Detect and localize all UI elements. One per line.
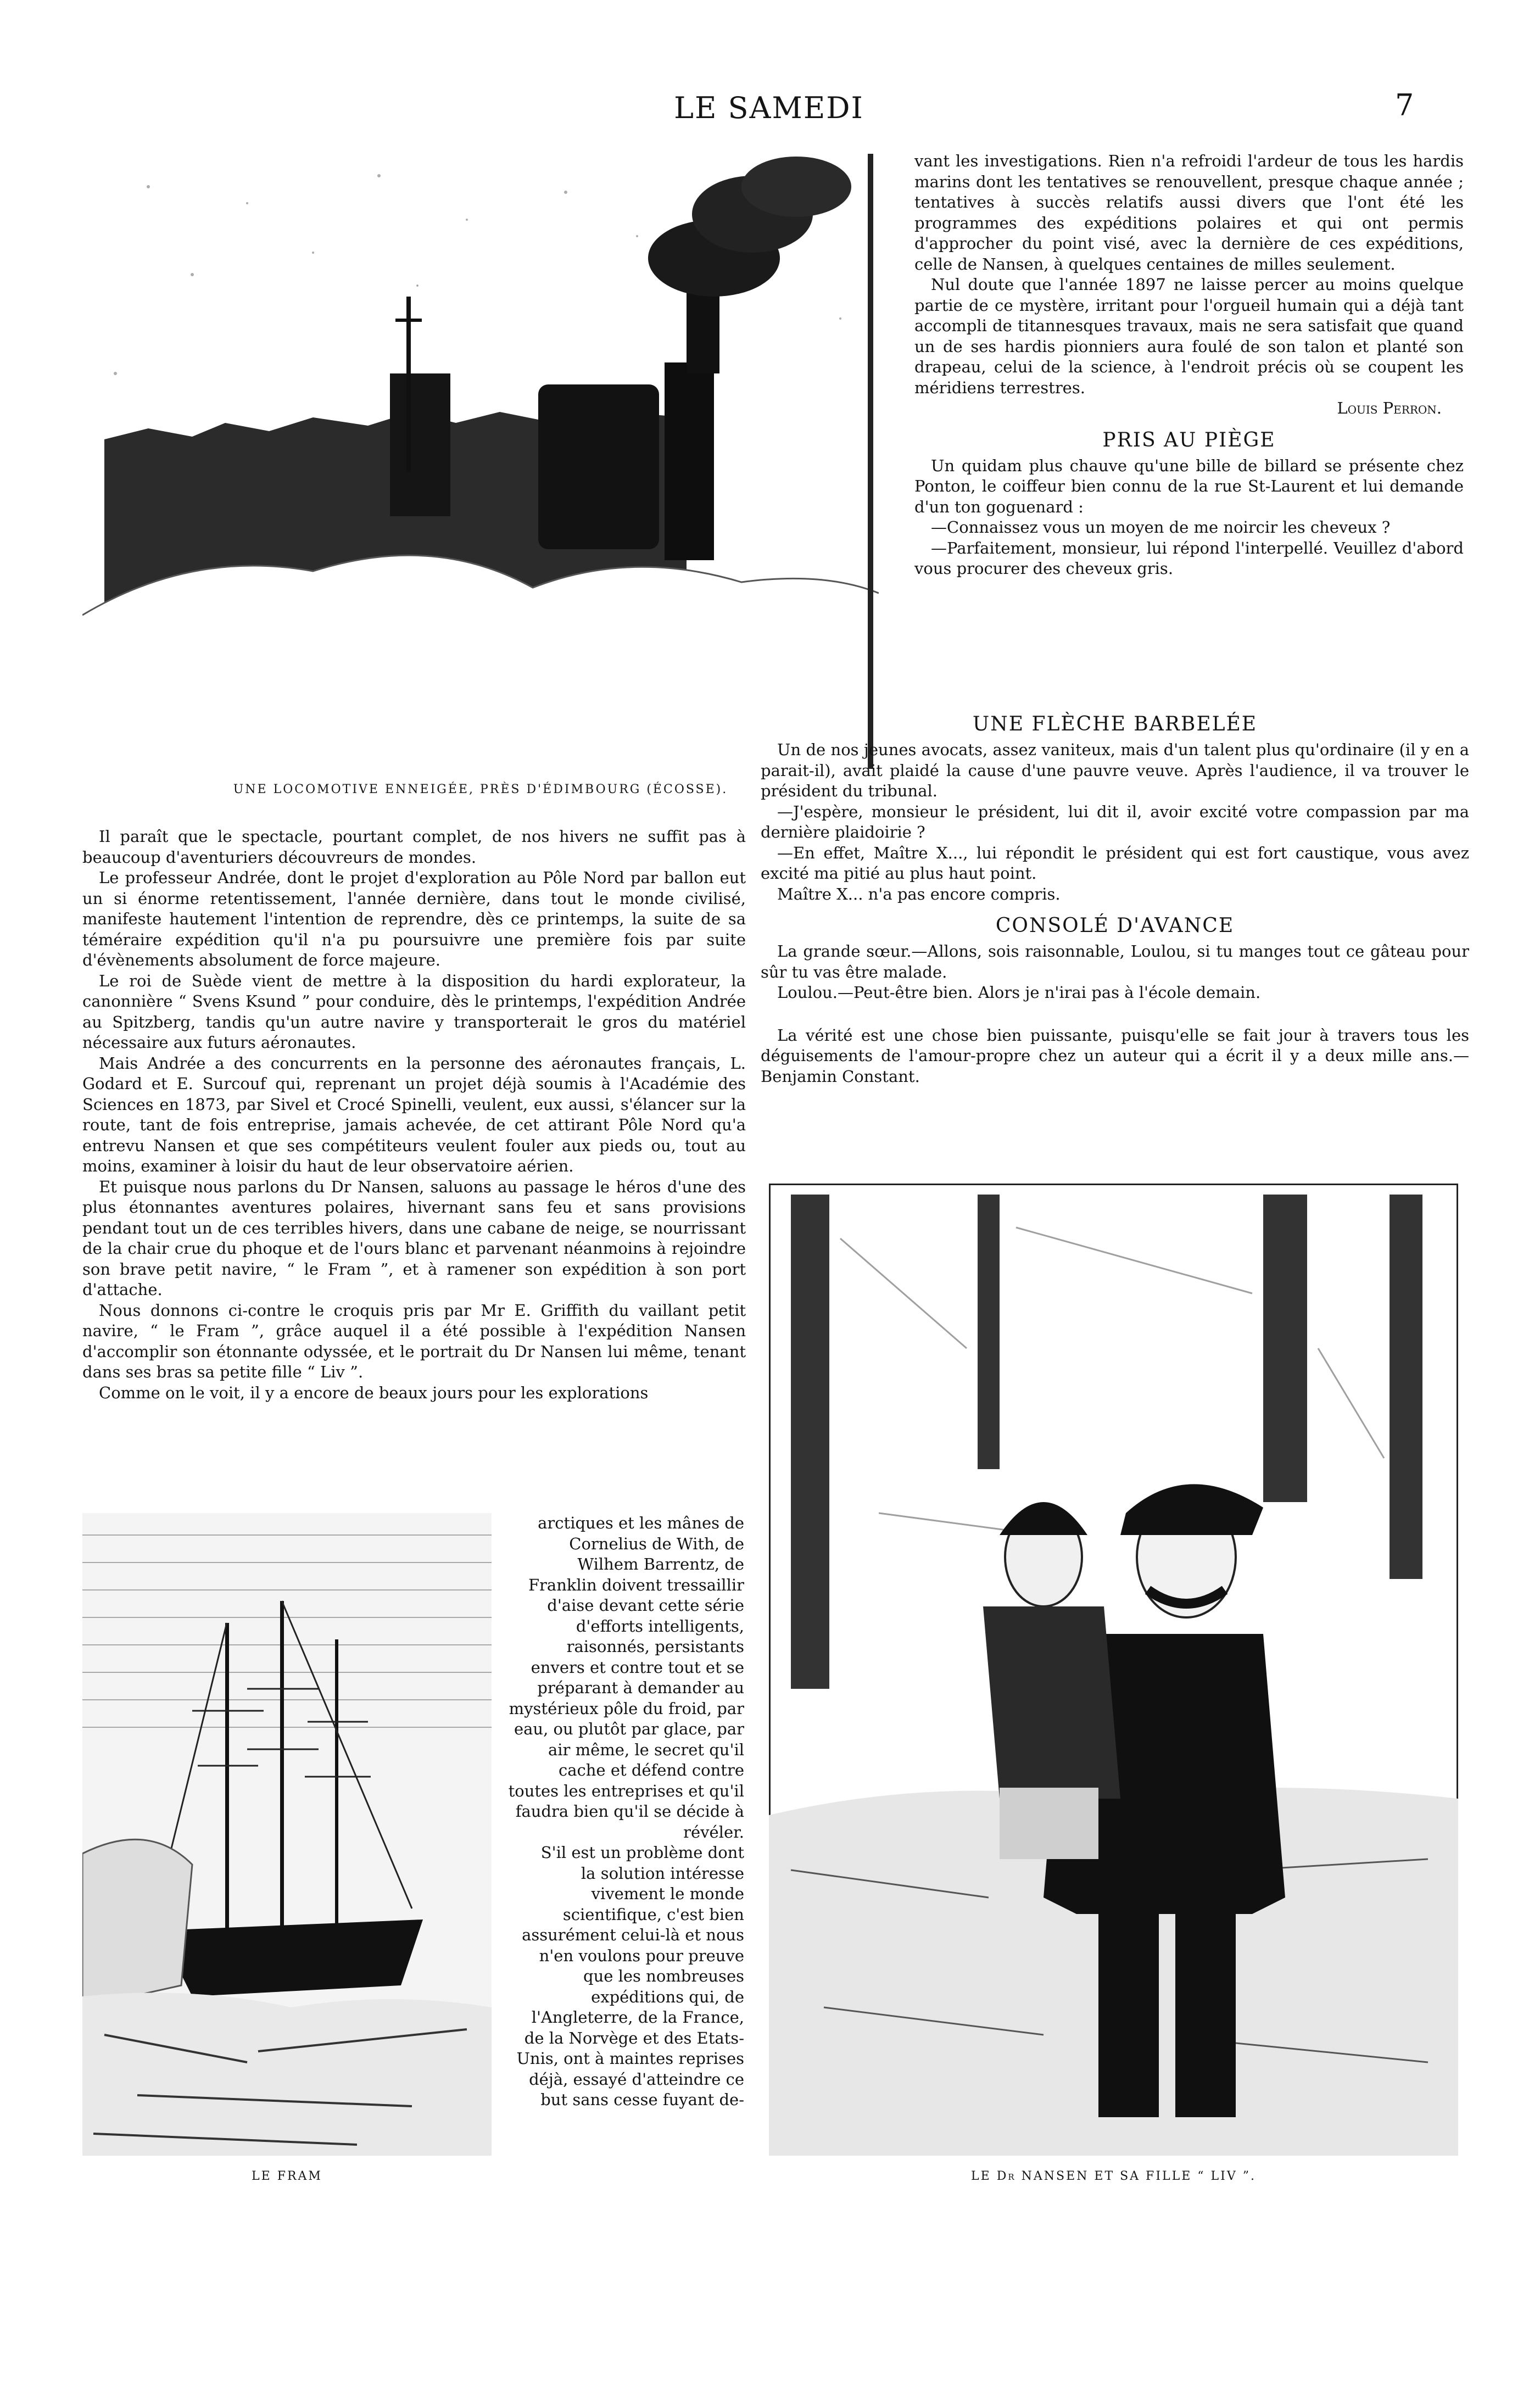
- section-title-pris-au-piege: PRIS AU PIÈGE: [1102, 428, 1276, 451]
- narrow-paragraph: arctiques et les mânes de Cornelius de With, de Wilhem Barrentz, de Franklin doivent tressaillir d'aise devant cette série d'efforts intelligents, raisonnés, persistants envers et contre tout et se préparant à demander au mystérieux pôle du froid, par eau, ou plutôt par glace, par air même, le secret qu'il cache et défend contre toutes les entreprises et qu'il faudra bien qu'il se décide à révéler.: [508, 1514, 744, 1841]
- anecdote-paragraph: Un quidam plus chauve qu'une bille de billard se présente chez Ponton, le coiffeur bien connu de la rue St-Laurent et lui demande d'un ton goguenard :: [914, 456, 1464, 516]
- locomotive-caption: UNE LOCOMOTIVE ENNEIGÉE, PRÈS D'ÉDIMBOURG (ÉCOSSE).: [233, 783, 728, 796]
- anecdote-paragraph: —J'espère, monsieur le président, lui dit il, avoir excité votre compassion par ma dernière plaidoirie ?: [761, 802, 1469, 841]
- fram-illustration: [82, 1513, 492, 2156]
- fram-caption: LE FRAM: [252, 2169, 322, 2183]
- anecdote-paragraph: Un de nos jeunes avocats, assez vaniteux, mais d'un talent plus qu'ordinaire (il y en a parait-il), avait plaidé la cause d'une pauvre veuve. Après l'audience, il va trouver le président du tribunal.: [761, 740, 1469, 800]
- left-paragraph: Nous donnons ci-contre le croquis pris par Mr E. Griffith du vaillant petit navire, “ le Fram ”, grâce auquel il a été possible à l'expédition Nansen d'accomplir son étonnante odyssée, et le portrait du Dr Nansen lui même, tenant dans ses bras sa petite fille “ Liv ”.: [82, 1301, 746, 1381]
- right-column-lower: [761, 703, 1469, 1087]
- section-title-console-davance: CONSOLÉ D'AVANCE: [995, 914, 1235, 937]
- article-signature: Louis Perron.: [1337, 399, 1442, 417]
- nansen-caption: LE Dr NANSEN ET SA FILLE “ LIV ”.: [971, 2169, 1256, 2183]
- left-paragraph: Et puisque nous parlons du Dr Nansen, saluons au passage le héros d'une des plus étonnantes aventures polaires, hivernant sans feu et sans provisions pendant tout un de ces terribles hivers, dans une cabane de neige, se nourrissant de la chair crue du phoque et de l'ours blanc et parvenant néanmoins à rejoindre son brave petit navire, “ le Fram ”, et à ramener son expédition à son port d'attache.: [82, 1177, 746, 1299]
- nansen-portrait-illustration: [769, 1184, 1458, 2156]
- anecdote-paragraph: La grande sœur.—Allons, sois raisonnable, Loulou, si tu manges tout ce gâteau pour sûr tu vas être malade.: [761, 942, 1469, 981]
- anecdote-paragraph: Loulou.—Peut-être bien. Alors je n'irai pas à l'école demain.: [777, 983, 1261, 1002]
- narrow-column: [508, 1513, 744, 2111]
- left-paragraph: Comme on le voit, il y a encore de beaux jours pour les explorations: [99, 1383, 649, 1402]
- left-paragraph: Le professeur Andrée, dont le projet d'exploration au Pôle Nord par ballon eut un si énorme retentissement, l'année dernière, dans tout le monde civilisé, manifeste hautement l'intention de reprendre, dès ce printemps, la suite de sa téméraire expédition qu'il n'a pu poursuivre une première fois par suite d'évènements absolument de force majeure.: [82, 868, 746, 969]
- anecdote-paragraph: Maître X... n'a pas encore compris.: [777, 884, 1061, 903]
- left-paragraph: Il paraît que le spectacle, pourtant complet, de nos hivers ne suffit pas à beaucoup d'aventuriers découvreurs de mondes.: [82, 827, 746, 867]
- page-header-title: LE SAMEDI: [674, 91, 864, 125]
- anecdote-paragraph: —Connaissez vous un moyen de me noircir les cheveux ?: [931, 518, 1391, 537]
- quote-paragraph: La vérité est une chose bien puissante, puisqu'elle se fait jour à travers tous les déguisements de l'amour-propre chez un auteur qui a écrit il y a deux mille ans.—Benjamin Constant.: [761, 1025, 1469, 1086]
- page-number: 7: [1395, 88, 1414, 122]
- left-paragraph: Le roi de Suède vient de mettre à la disposition du hardi explorateur, la canonnière “ Svens Ksund ” pour conduire, dès le printemps, l'expédition Andrée au Spitzberg, tandis qu'un autre navire y transporterait le gros du matériel nécessaire aux futurs aéronautes.: [82, 971, 746, 1052]
- anecdote-paragraph: —Parfaitement, monsieur, lui répond l'interpellé. Veuillez d'abord vous procurer des cheveux gris.: [914, 538, 1464, 578]
- left-paragraph: Mais Andrée a des concurrents en la personne des aéronautes français, L. Godard et E. Surcouf qui, reprenant un projet déjà soumis à l'Académie des Sciences en 1873, par Sivel et Crocé Spinelli, veulent, eux aussi, s'élancer sur la route, tant de fois entreprise, jamais achevée, de cet attirant Pôle Nord qu'a entrevu Nansen et que ses compétiteurs veulent fouler aux pieds ou, tout au moins, examiner à loisir du haut de leur observatoire aérien.: [82, 1053, 746, 1175]
- locomotive-illustration: [82, 154, 879, 769]
- right-column: [914, 151, 1464, 579]
- right-paragraph: Nul doute que l'année 1897 ne laisse percer au moins quelque partie de ce mystère, irritant pour l'orgueil humain qui a déjà tant accompli de titannesques travaux, mais ne sera satisfait que quand un de ses hardis pionniers aura foulé de son talon et planté son drapeau, celui de la science, à l'endroit précis où se coupent les méridiens terrestres.: [914, 275, 1464, 397]
- section-title-fleche-barbelee: UNE FLÈCHE BARBELÉE: [972, 713, 1258, 735]
- narrow-paragraph: S'il est un problème dont la solution intéresse vivement le monde scientifique, c'est bien assurément celui-là et nous n'en voulons pour preuve que les nombreuses expéditions qui, de l'Angleterre, de la France, de la Norvège et des Etats-Unis, ont à maintes reprises déjà, essayé d'atteindre ce but sans cesse fuyant de-: [516, 1843, 744, 2109]
- anecdote-paragraph: —En effet, Maître X..., lui répondit le président qui est fort caustique, vous avez excité ma pitié au plus haut point.: [761, 843, 1469, 883]
- left-article: [82, 827, 746, 1403]
- right-continuation: vant les investigations. Rien n'a refroidi l'ardeur de tous les hardis marins dont les tentatives se renouvellent, presque chaque année ; tentatives à succès relatifs aussi divers que l'ont été les programmes des expéditions polaires et qui ont permis d'approcher du point visé, avec la dernière de ces expéditions, celle de Nansen, à quelques centaines de milles seulement.: [914, 152, 1464, 274]
